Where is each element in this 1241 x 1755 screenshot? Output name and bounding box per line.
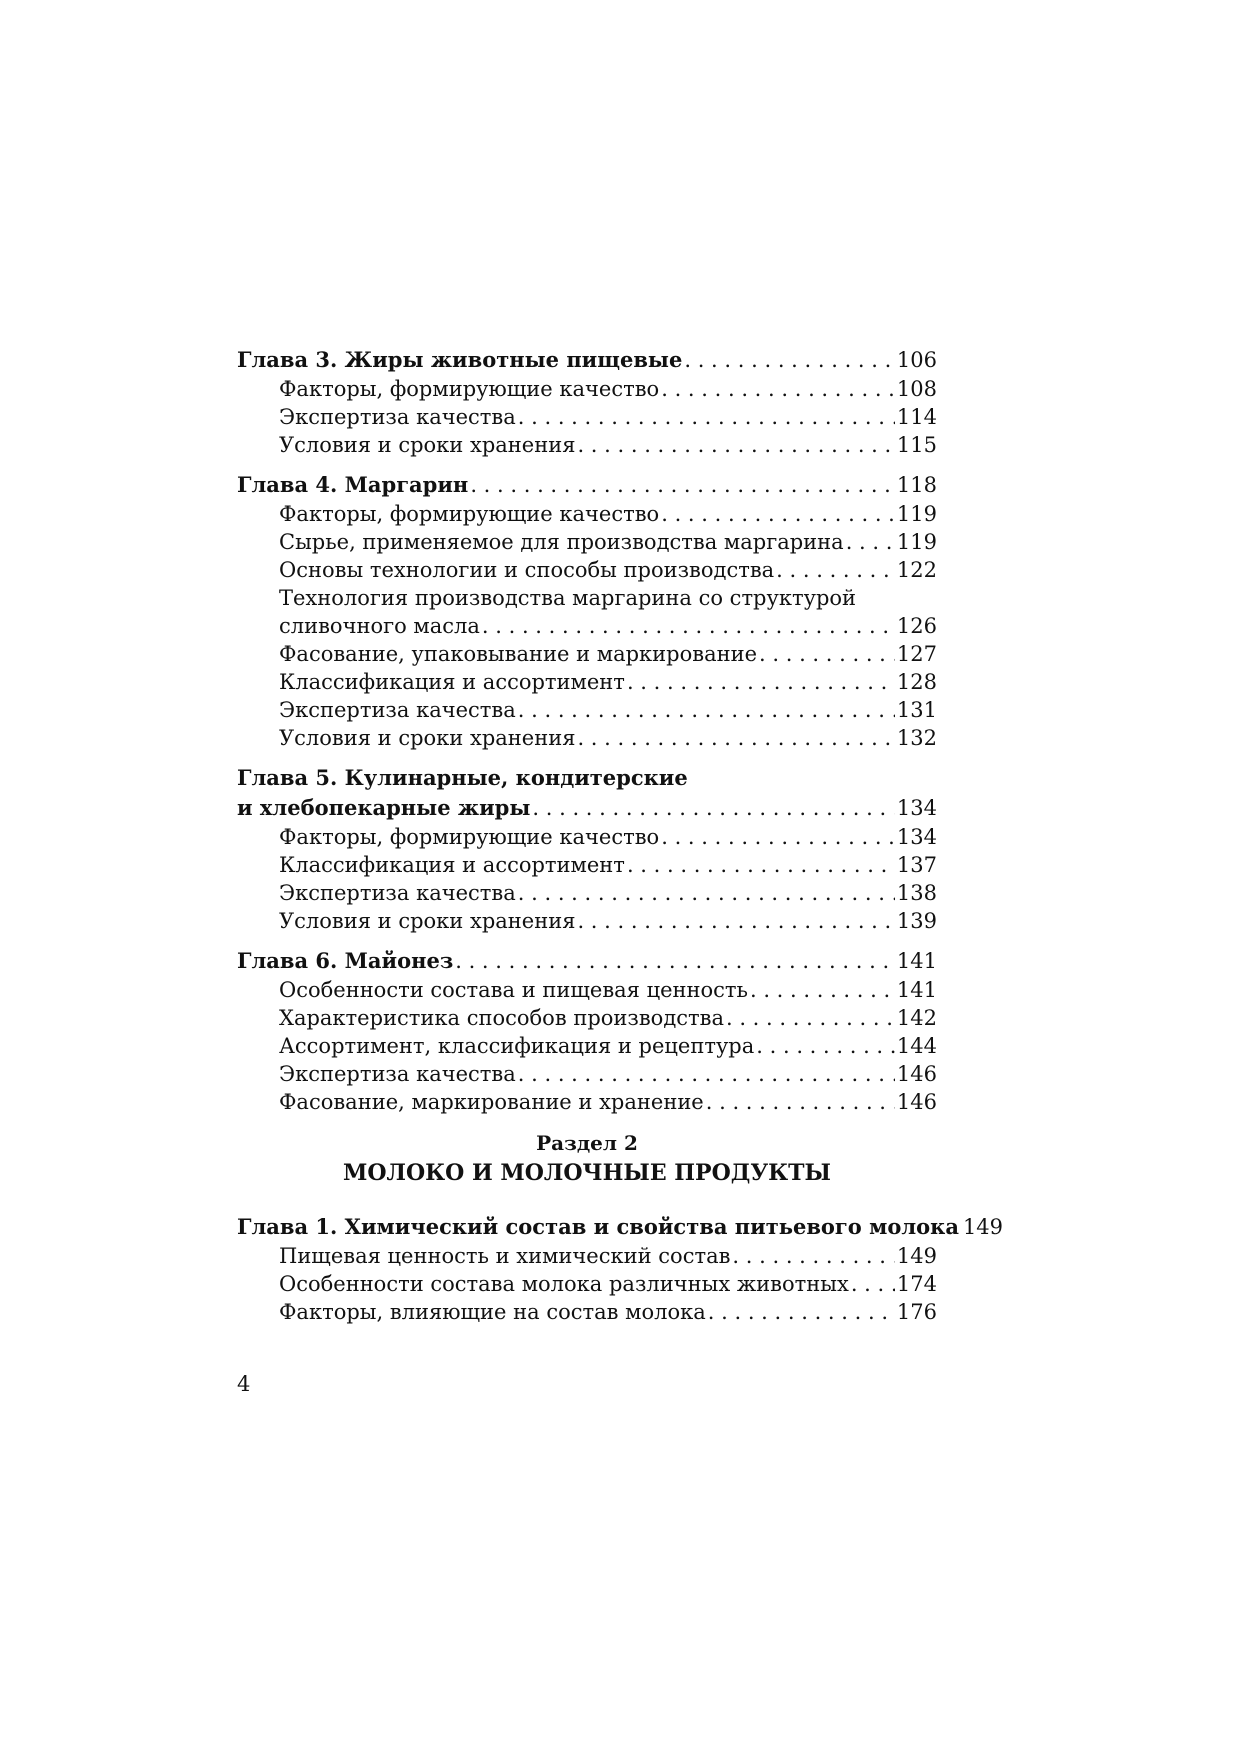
dot-leader [577,724,894,752]
section-title: МОЛОКО И МОЛОЧНЫЕ ПРОДУКТЫ [342,1160,831,1186]
dot-leader [708,1298,895,1326]
toc-entry-title: Особенности состава молока различных животных [279,1272,849,1296]
toc-entry [237,879,937,907]
toc-page-number: 108 [896,377,937,401]
toc-entry-title: Факторы, влияющие на состав молока [279,1300,706,1324]
toc-entry-title: Глава 4. Маргарин [237,472,469,497]
section-heading [237,1130,937,1190]
dot-leader [518,696,895,724]
toc-page-number: 106 [896,348,937,372]
toc-entry-title: Условия и сроки хранения [279,909,576,933]
dot-leader [661,823,895,851]
toc-entry [237,976,937,1004]
dot-leader [776,556,895,584]
toc-entry-title: Фасование, упаковывание и маркирование [279,642,758,666]
toc-page-number: 149 [962,1215,1004,1239]
toc-entry [237,431,937,459]
toc-entry-title: Факторы, формирующие качество [279,502,660,526]
toc-group-section-2 [237,1212,1004,1326]
toc-page-number: 138 [896,881,937,905]
toc-entry [237,696,937,724]
toc-page-number: 176 [896,1300,937,1324]
toc-entry-title: сливочного масла [279,614,480,638]
dot-leader [627,668,895,696]
dot-leader [518,879,895,907]
toc-entry [237,375,937,403]
toc-entry-title: Экспертиза качества [279,405,516,429]
toc-entry-title: Пищевая ценность и химический состав [279,1244,731,1268]
toc-page-number: 137 [896,853,937,877]
toc-page-number: 134 [896,825,937,849]
dot-leader [732,1242,894,1270]
toc-entry [237,1032,937,1060]
toc-entry-title: Ассортимент, классификация и рецептура [279,1034,755,1058]
toc-chapter [237,946,937,1116]
toc-entry [237,500,937,528]
toc-entry-title: и хлебопекарные жиры [237,795,531,820]
toc-entry [237,907,937,935]
toc-entry [237,1270,937,1298]
dot-leader [627,851,895,879]
toc-entry-title: Классификация и ассортимент [279,853,625,877]
toc-chapter [237,470,937,752]
dot-leader [756,1032,895,1060]
chapter-heading-row [237,793,937,823]
toc-page-number: 141 [896,978,937,1002]
dot-leader [851,1270,895,1298]
dot-leader [455,946,895,976]
toc-chapter [237,763,937,935]
chapter-heading-row [237,1212,1004,1242]
toc-entry [237,1060,937,1088]
toc-page-number: 144 [896,1034,937,1058]
dot-leader [846,528,895,556]
toc-entry [237,612,937,640]
toc-chapter [237,345,937,459]
toc-group-section-1 [237,345,937,1116]
toc-entry-title: Факторы, формирующие качество [279,825,660,849]
dot-leader [577,907,894,935]
toc-page-number: 146 [896,1062,937,1086]
toc-entry-title: Характеристика способов производства [279,1006,724,1030]
toc-page-number: 122 [896,558,937,582]
toc-entry-title-line: Технология производства маргарина со структурой [279,586,857,610]
dot-leader [518,1060,895,1088]
toc-page-number: 131 [896,698,937,722]
chapter-heading-row [237,470,937,500]
toc-page-number: 128 [896,670,937,694]
toc-entry-title: Фасование, маркирование и хранение [279,1090,704,1114]
chapter-title-line: Глава 5. Кулинарные, кондитерские [237,765,688,790]
toc-page-number: 114 [896,405,937,429]
dot-leader [470,470,895,500]
toc-page-number: 115 [896,433,937,457]
toc-entry [237,1242,937,1270]
toc-page-number: 126 [896,614,937,638]
toc-entry [237,1088,937,1116]
toc-page-number: 149 [896,1244,937,1268]
toc-page-number: 174 [896,1272,937,1296]
dot-leader [684,345,895,375]
toc-entry [237,668,937,696]
toc-entry [237,851,937,879]
chapter-heading-row [237,946,937,976]
toc-entry-title: Экспертиза качества [279,881,516,905]
dot-leader [750,976,895,1004]
toc-entry-title: Классификация и ассортимент [279,670,625,694]
toc-entry [237,823,937,851]
dot-leader [532,793,895,823]
toc-page-number: 146 [896,1090,937,1114]
dot-leader [518,403,895,431]
toc-entry-title: Условия и сроки хранения [279,433,576,457]
toc-entry [237,403,937,431]
toc-entry [237,1004,937,1032]
page-number: 4 [237,1372,251,1396]
dot-leader [482,612,895,640]
toc-entry-title: Экспертиза качества [279,1062,516,1086]
toc-entry-title: Глава 1. Химический состав и свойства питьевого молока [237,1214,959,1239]
chapter-heading-row [237,345,937,375]
dot-leader [759,640,895,668]
toc-entry-title: Экспертиза качества [279,698,516,722]
dot-leader [706,1088,895,1116]
toc-page-number: 119 [896,502,937,526]
dot-leader [577,431,894,459]
toc-entry-title: Условия и сроки хранения [279,726,576,750]
toc-page-number: 118 [896,473,937,497]
toc-entry-title: Глава 3. Жиры животные пищевые [237,347,683,372]
toc-page-number: 139 [896,909,937,933]
dot-leader [661,500,895,528]
toc-page-number: 132 [896,726,937,750]
toc-chapter [237,1212,1004,1326]
toc-page-number: 127 [896,642,937,666]
toc-entry [237,724,937,752]
toc-entry [237,1298,937,1326]
toc-entry [237,528,937,556]
toc-entry-title: Основы технологии и способы производства [279,558,775,582]
section-number: Раздел 2 [536,1131,638,1155]
toc-page-number: 134 [896,796,937,820]
toc-entry [237,556,937,584]
toc-page-number: 119 [896,530,937,554]
toc-entry-title: Сырье, применяемое для производства маргарина [279,530,844,554]
toc-page-number: 141 [896,949,937,973]
dot-leader [661,375,895,403]
dot-leader [726,1004,895,1032]
toc-entry-title: Факторы, формирующие качество [279,377,660,401]
toc-page-number: 142 [896,1006,937,1030]
toc-entry-title: Глава 6. Майонез [237,948,454,973]
table-of-contents [237,345,1004,1337]
toc-entry [237,640,937,668]
toc-entry-title: Особенности состава и пищевая ценность [279,978,748,1002]
